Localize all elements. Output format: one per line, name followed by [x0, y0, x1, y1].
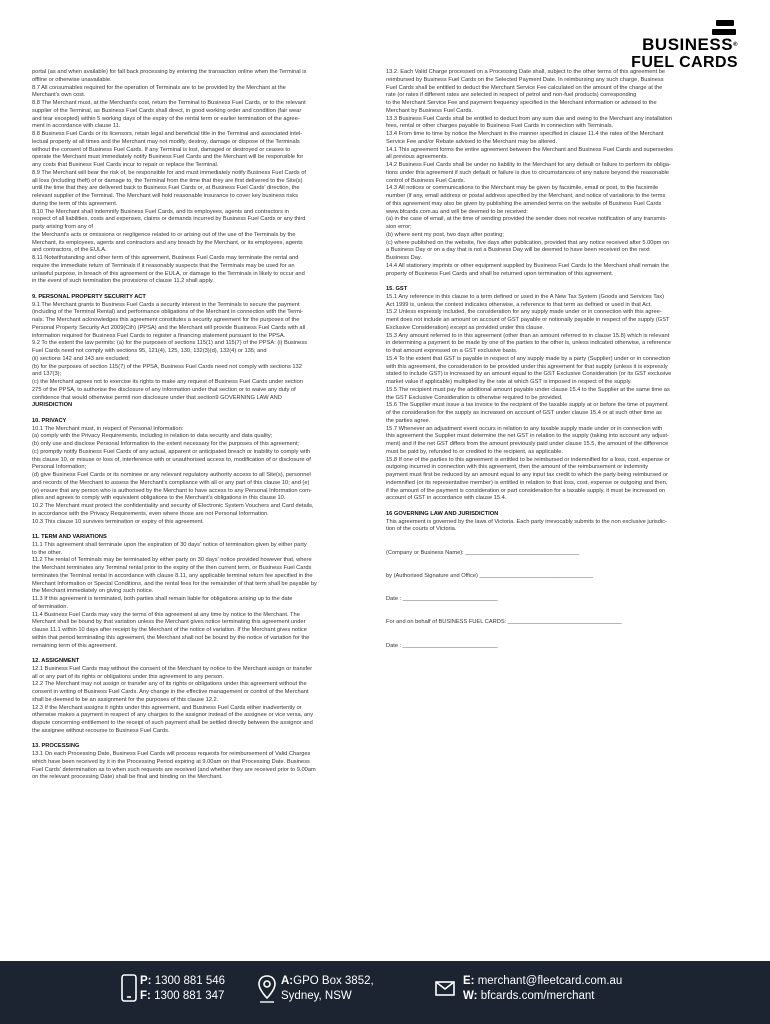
paragraph-gap [386, 557, 736, 565]
clause-line: 15.1 Any reference in this clause to a term defined or used in the A New Tax System (Goods and Services Tax) [386, 293, 664, 300]
clause-line: Act 1999 is, unless the context indicates otherwise, a reference to that term as defined or used in that Act. [386, 301, 652, 308]
clause-line: plies and agrees to comply with equivalent obligations to the Merchant's obligations in this clause 10. [32, 495, 286, 502]
clause-line: Service Fee and/or Rebate advised to the Merchant may be altered. [386, 138, 558, 145]
clause-line: to the other. [32, 549, 63, 556]
clause-line: reimbursed by Business Fuel Cards on the Selected Payment Date. In reimbursing any such charge, Business [386, 76, 664, 83]
clause-line: 8.8 The Merchant must, at the Merchant's cost, return the Terminal to Business Fuel Cards, or to the relevant [32, 100, 306, 106]
clause-line: 14.1 This agreement forms the entire agreement between the Merchant and Business Fuel Cards and supersedes [386, 146, 673, 153]
clause-line: Merchant, its employees, agents and contractors and any breach by the Merchant, or its employees, agents [32, 239, 303, 246]
paragraph-gap [386, 278, 736, 286]
clause-line: and 137(3); [32, 371, 62, 378]
brand-mark-icon [712, 20, 736, 36]
clause-line: the GST Exclusive Consideration is otherwise required to be provided. [386, 394, 563, 401]
clause-line: (c) the Merchant agrees not to exercise its rights to make any request of Business Fuel Cards under section [32, 379, 303, 385]
clause-line: supplier of the Terminal, as Business Fuel Cards shall direct, in good working order and condition (fair wear [32, 107, 302, 114]
clause-line: Date : ______________________________ [386, 642, 498, 649]
clause-line: the Merchant immediately on giving such notice. [32, 588, 154, 595]
clause-line: Fuel Cards need not comply with sections 95, 121(4), 125, 130, 132(3)(d), 132(4) or 135; and [32, 348, 267, 354]
clause-line: sion error; [386, 224, 412, 230]
clause-line: 9.1 The Merchant grants to Business Fuel Cards a security interest in the Terminals to secure the payment [32, 301, 300, 308]
clause-line: Date : ______________________________ [386, 596, 498, 602]
clause-line: 8.10 The Merchant shall indemnify Business Fuel Cards, and its employees, agents and contractors in [32, 208, 289, 215]
clause-line: party arising from any of [32, 224, 94, 230]
clause-line: nals. The Merchant acknowledges this agreement constitutes a security agreement for the purposes of the [32, 317, 300, 323]
clause-line: all previous agreements. [386, 154, 448, 161]
clause-line: number (if any, email address or postal address specified by the Merchant, and notice of variations to the terms [386, 193, 666, 199]
clause-line: 10.1 The Merchant must, in respect of Personal Information: [32, 425, 184, 432]
clause-line: payment must first be reduced by an amount equal to any input tax credit to which the party being reimbursed or [386, 472, 669, 478]
web-label: W: [463, 990, 478, 1002]
clause-line: until the time that they are delivered back to Business Fuel Cards or, at Business Fuel Cards' direction, the [32, 185, 300, 192]
fax-number: 1300 881 347 [154, 990, 225, 1002]
clause-line: the Merchant terminates any Terminal rental prior to the expiry of the then current term, or Business Fuel Cards [32, 565, 312, 571]
clause-line: (c) where published on the website, five days after publication, provided that any notice received after 5.00pm on [386, 239, 670, 246]
clause-line: of the consideration for the supply as increased on account of GST under clause 15.4 or at such other time as [386, 410, 662, 416]
clause-line: Personal Property Security Act 2009(Cth) (PPSA) and the Merchant will provide Business Fuel Cards with all [32, 324, 306, 331]
clause-line: to that amount expressed on a GST exclusive basis. [386, 348, 518, 354]
terms-right-column [386, 69, 736, 650]
clause-line: 13.1 On each Processing Date, Business Fuel Cards will process requests for reimbursement of Valid Charges [32, 751, 311, 757]
clause-line: market value if applicable) multiplied by the rate at which GST is imposed in respect of the supply. [386, 379, 632, 385]
clause-line: This agreement is governed by the laws of Victoria. Each party irrevocably submits to the non exclusive jurisdic- [386, 518, 667, 525]
clause-line: (c) promptly notify Business Fuel Cards of any actual, apparent or anticipated breach or inability to comply with [32, 448, 311, 455]
clause-line: 8.9 The Merchant will bear the risk of, be responsible for and must immediately notify Business Fuel Cards of [32, 169, 306, 176]
clause-line: 8.7 All consumables required for the operation of Terminals are to be provided by the Merchant at the [32, 84, 286, 91]
clause-line: Fuel Cards' determination as to when such requests are received (and whether they are received prior to 9.00am [32, 766, 316, 773]
clause-line: rate (or rates if different rates are selected in respect of petrol and non-fuel products) corresponding [386, 92, 637, 99]
section-heading: 15. GST [386, 286, 408, 292]
clause-line: 15.3 Any amount referred to in this agreement (other than an amount referred to in clause 15.8) which is relevant [386, 332, 670, 339]
clause-line: with this agreement, the consideration to be provided under this agreement for that supply (unless it is expressly [386, 363, 668, 370]
clause-line: this agreement the Supplier must determine the net GST in relation to the supply (taking into account any adjust- [386, 433, 669, 440]
clause-line: 275 of the PPSA, to authorise the disclosure of any information under that section or to waive any duty of [32, 386, 296, 393]
clause-line: lectual property at all times and the Merchant may not modify, destroy, damage or dispose of the Terminals [32, 138, 300, 145]
section-heading: JURISDICTION [32, 402, 73, 409]
clause-line: a Business Day or on a day that is not a Business Day will be deemed to have been received on the next [386, 247, 650, 254]
clause-line: clause 11.1 within 10 days after receipt by the Merchant of the notice of variation. If the Merchant gives notice [32, 627, 307, 633]
clause-line: dispute concerning entitlement to the receipt of such payment shall be settled directly between the assignor and [32, 720, 313, 726]
paragraph-gap [386, 534, 736, 542]
clause-line: 13.3 Business Fuel Cards shall be entitled to deduct from any sum due and owing to the Merchant any installation [386, 115, 673, 122]
paragraph-gap [32, 286, 382, 294]
paragraph-gap [32, 650, 382, 658]
section-heading: 10. PRIVACY [32, 417, 67, 424]
section-heading: 12. ASSIGNMENT [32, 658, 80, 664]
clause-line: the Merchant's acts or omissions or negligence related to or arising out of the use of the Terminals by the [32, 231, 296, 238]
clause-line: ment in accordance with clause 11. [32, 123, 121, 130]
clause-line: all loss (including theft) of or damage to, the Terminal from the time that they are first delivered to the Site(s) [32, 177, 303, 184]
clause-line: 15.5 The recipient must pay the additional amount payable under clause 15.4 to the Supplier at the same time as [386, 386, 670, 393]
brand-subtitle: FUEL CARDS [631, 54, 738, 71]
clause-line: within that period terminating this agreement, the Merchant shall not be bound by the notice of variation for the [32, 634, 310, 641]
clause-line: 15.8 If one of the parties to this agreement is entitled to be reimbursed or indemnified for a loss, cost, expense or [386, 456, 670, 463]
clause-line: outgoing incurred in connection with this agreement, then the amount of the reimbursement or indemnity [386, 464, 649, 471]
clause-line: any costs that Business Fuel Cards incur to repair or replace the Terminal. [32, 162, 219, 168]
clause-line: 15.4 To the extent that GST is payable in respect of any supply made by a party (Supplier) under or in connection [386, 355, 671, 362]
brand-name: BUSINESS® [642, 35, 738, 54]
clause-line: (a) comply with the Privacy Requirements, including in relation to data security and data quality; [32, 433, 273, 440]
contact-footer [0, 961, 770, 1024]
clause-line: 14.2 Business Fuel Cards shall be under no liability to the Merchant for any default or failure to perform its obliga- [386, 162, 671, 168]
clause-line: and tear excepted) within 5 working days of the expiry of the rental term or earlier termination of the agree- [32, 115, 300, 122]
paragraph-gap [32, 410, 382, 418]
address-line-1: GPO Box 3852, [293, 975, 374, 987]
paragraph-gap [386, 635, 736, 643]
clause-line: and records of the Merchant to assess the Merchant's compliance with all or any part of this clause 10; and (e) [32, 479, 310, 486]
clause-line: 11.3 If this agreement is terminated, both parties shall remain liable for obligations arising up to the date [32, 596, 293, 602]
terms-left-column [32, 69, 382, 782]
clause-line: otherwise makes a payment in respect of any charges to the assignor instead of the assignee or vice versa, any [32, 712, 314, 719]
paragraph-gap [32, 736, 382, 744]
email-link[interactable]: merchant@fleetcard.com.au [477, 975, 623, 987]
address-label: A: [281, 975, 294, 987]
clause-line: 11.2 The rental of Terminals may be terminated by either party on 30 days' notice provided however that, where [32, 557, 312, 564]
section-heading: 9. PERSONAL PROPERTY SECURITY ACT [32, 293, 146, 300]
clause-line: Exclusive Consideration) except as provided under this clause. [386, 324, 545, 331]
clause-line: which have been received by it in the Processing Period expiring at 9.00am on that Processing Date. Business [32, 758, 310, 765]
section-heading: 13. PROCESSING [32, 743, 80, 750]
clause-line: 11.1 This agreement shall terminate upon the expiration of 30 days' notice of termination given by either party [32, 541, 307, 548]
paragraph-gap [386, 503, 736, 511]
clause-line: of termination. [32, 603, 69, 610]
clause-line: 13.2. Each Valid Charge processed on a Processing Date shall, subject to the other terms of this agreement be [386, 69, 666, 75]
clause-line: control of Business Fuel Cards. [386, 177, 466, 184]
clause-line: (b) where sent my post, two days after posting; [386, 231, 504, 238]
clause-line: during the term of this agreement. [32, 200, 118, 207]
clause-line: ment does not include an amount on account of GST payable or notionally payable in respect of the supply (GST [386, 317, 670, 323]
clause-line: indemnified (or its representative member) is entitled in relation to that loss, cost, expense or outgoing and then, [386, 479, 668, 486]
clause-line: 8.8 Business Fuel Cards or its licensors, retain legal and beneficial title in the Terminal and associated intel- [32, 131, 303, 137]
clause-line: tion of the courts of Victoria. [386, 526, 457, 533]
clause-line: Merchant shall be bound by that variation unless the Merchant gives notice terminating this agreement under [32, 619, 306, 626]
email-web-block [463, 974, 622, 1004]
section-heading: 16 GOVERNING LAW AND JURISDICTION [386, 510, 499, 517]
clause-line: unlawful purpose, in breach of this agreement or the EULA, or damage to the Terminals in likely to occur and [32, 270, 305, 277]
clause-line: For and on behalf of BUSINESS FUEL CARDS: ____________________________________ [386, 619, 622, 626]
clause-line: by (Authorised Signature and Office) ____________________________________ [386, 572, 594, 579]
clause-line: 14.3 All notices or communications to the Merchant may be given by facsimile, email or post, to the facsimile [386, 185, 659, 192]
clause-line: offline or otherwise unavailable. [32, 76, 112, 83]
clause-line: (a) in the case of email, at the time of sending provided the sender does not receive notification of any transmis- [386, 216, 668, 223]
phone-icon [118, 972, 140, 1006]
clause-line: (Company or Business Name): ____________________________________ [386, 549, 580, 556]
fax-label: F: [140, 990, 151, 1002]
paragraph-gap [32, 526, 382, 534]
paragraph-gap [386, 588, 736, 596]
address-line-2: Sydney, NSW [281, 990, 352, 1002]
clause-line: require the immediate return of Terminals if it reasonably suspects that the Terminals may be used for an [32, 262, 295, 269]
clause-line: confidence that would otherwise permit non disclosure under that section9 GOVERNING LAW AND [32, 394, 282, 401]
paragraph-gap [386, 627, 736, 635]
clause-line: operate the Merchant must immediately notify Business Fuel Cards and the Merchant will be responsible for [32, 154, 304, 161]
location-pin-icon [256, 972, 278, 1006]
clause-line: respect of all liabilities, costs and expenses, claims or demands incurred by Business Fuel Cards or any third [32, 216, 306, 223]
clause-line: if the amount of the payment is consideration or part consideration for a taxable supply, it must be increased on [386, 487, 666, 494]
section-heading: 11. TERM AND VARIATIONS [32, 534, 107, 540]
clause-line: 12.1 Business Fuel Cards may without the consent of the Merchant by notice to the Merchant assign or transfer [32, 665, 313, 672]
clause-line: 9.2 To the extent the law permits: (a) for the purposes of sections 115(1) and 115(7) of the PPSA: (i) Business [32, 340, 308, 347]
clause-line: all or any part of its rights or obligations under this agreement to any person. [32, 673, 224, 680]
clause-line: ment) and if the net GST differs from the amount previously paid under clause 15.5, the amount of the difference [386, 441, 669, 447]
clause-line: property of Business Fuel Cards and shall be returned upon termination of this agreement. [386, 270, 614, 277]
clause-line: 10.3 This clause 10 survives termination or expiry of this agreement. [32, 518, 204, 525]
clause-line: this clause 10, or misuse or loss of, interference with or unauthorised access to, modification of or disclosure of [32, 456, 311, 463]
phone-label: P: [140, 975, 152, 987]
clause-line: 14.4 All stationery imprints or other equipment supplied by Business Fuel Cards to the Merchant shall remain the [386, 262, 669, 269]
clause-line: (b) for the purposes of section 115(7) of the PPSA, Business Fuel Cards need not comply with sections 132 [32, 363, 302, 370]
registered-mark: ® [733, 42, 738, 48]
clause-line: relevant supplier of the Terminal. The Merchant will hold reasonable insurance to cover key business risks [32, 193, 298, 199]
clause-line: consent in writing of Business Fuel Cards. Any change in the effective management or control of the Merchant [32, 689, 309, 695]
clause-line: to the Merchant Service Fee and payment frequency specified in the Merchant information or advised to the [386, 100, 657, 106]
clause-line: (including of the Terminal Rental) and performance obligations of the Merchant in connection with the Termi- [32, 309, 304, 316]
address-block [281, 974, 374, 1004]
clause-line: 15.2 Unless expressly included, the consideration for any supply made under or in connection with this agree- [386, 309, 662, 316]
paragraph-gap [386, 604, 736, 612]
clause-line: must be paid by, refunded to or credited to the recipient, as applicable. [386, 448, 563, 455]
clause-line: terminates the Terminal rental in accordance with clause 8.11, any applicable terminal return fee specified in the [32, 572, 313, 579]
clause-line: tions under this agreement if such default or failure is due to circumstances of any nature beyond the reasonable [386, 169, 669, 176]
clause-line: (ii) sections 142 and 143 are excluded; [32, 355, 130, 362]
clause-line: www.bfcards.com.au and will be deemed to be received: [386, 208, 528, 215]
paragraph-gap [386, 612, 736, 620]
clause-line: Business Day. [386, 255, 422, 261]
email-label: E: [463, 975, 475, 987]
clause-line: fees, rental or other charges payable to Business Fuel Cards in connection with Terminals. [386, 123, 614, 130]
brand-logo [612, 20, 738, 72]
email-icon [434, 972, 456, 1006]
clause-line: Fuel Cards shall be entitled to deduct the Merchant Service Fee calculated on the amount of the charge at the [386, 84, 663, 91]
clause-line: the parties agree. [386, 417, 431, 424]
clause-line: of this agreement may also be given by publishing the amended terms on the website of Business Fuel Cards [386, 200, 662, 207]
clause-line: Personal Information; [32, 464, 87, 471]
phone-fax-block [140, 974, 225, 1004]
clause-line: shall be deemed to be an assignment for the purposes of this clause 12.2. [32, 696, 219, 703]
clause-line: 12.3 If the Merchant assigns it rights under this agreement, and Business Fuel Cards either inadvertently or [32, 704, 302, 711]
clause-line: in determining a payment to be made by one of the parties to the other is, unless indicated otherwise, a reference [386, 340, 671, 347]
clause-line: account of GST in accordance with clause 15.4. [386, 495, 507, 502]
clause-line: 15.7 Whenever an adjustment event occurs in relation to any taxable supply made under or in connection with [386, 425, 663, 432]
clause-line: 15.6 The Supplier must issue a tax invoice to the recipient of the taxable supply at or before the time of payment [386, 402, 668, 409]
clause-line: in the event of such termination the provisions of clause 11.2 shall apply. [32, 278, 214, 285]
clause-line: the assignee without recourse to Business Fuel Cards. [32, 727, 170, 734]
clause-line: Merchant Information or Special Conditions, and the rental fees for the remainder of that term shall be payable by [32, 580, 317, 587]
clause-line: stated to include GST) is increased by an amount equal to the GST Exclusive Consideration (or its GST exclusive [386, 371, 672, 378]
clause-line: 12.2 The Merchant may not assign or transfer any of its rights or obligations under this agreement without the [32, 681, 307, 688]
clause-line: portal (as and when available) for fall back processing by entering the transaction online when the Terminal is [32, 69, 307, 75]
clause-line: Merchant by Business Fuel Cards. [386, 107, 473, 114]
clause-line: 8.11 Notwithstanding and other term of this agreement, Business Fuel Cards may terminate the rental and [32, 255, 299, 261]
clause-line: in accordance with the Privacy Requirements, even where those are not Personal Information. [32, 510, 269, 517]
clause-line: (e) ensure that any person who is authorised by the Merchant to have access to any Personal Information com- [32, 487, 312, 494]
clause-line: 13.4 From time to time by notice the Merchant in the manner specified in clause 11.4 the rates of the Merchant [386, 131, 664, 137]
paragraph-gap [386, 565, 736, 573]
website-link[interactable]: bfcards.com/merchant [480, 990, 595, 1002]
paragraph-gap [386, 581, 736, 589]
clause-line: information required for Business Fuel Cards to register a financing statement pursuant to the PPSA. [32, 332, 286, 339]
clause-line: (b) only use and disclose Personal Information to the extent necessary for the purposes of this agreement; [32, 441, 300, 447]
clause-line: Merchant's own cost. [32, 92, 86, 99]
paragraph-gap [386, 542, 736, 550]
clause-line: on the relevant processing Date) shall be final and binding on the Merchant. [32, 774, 223, 781]
clause-line: without the consent of Business Fuel Cards. If any Terminal is lost, damaged or destroyed or ceases to [32, 146, 291, 153]
phone-number[interactable]: 1300 881 546 [154, 975, 226, 987]
clause-line: 10.2 The Merchant must protect the confidentiality and security of Electronic System Vouchers and Card details, [32, 503, 314, 509]
clause-line: (d) give Business Fuel Cards or its nominee or any relevant regulatory authority access to all Site(s), personnel [32, 472, 311, 478]
clause-line: and contractors, of the EULA. [32, 247, 107, 254]
clause-line: 11.4 Business Fuel Cards may vary the terms of this agreement at any time by notice to the Merchant. The [32, 611, 300, 618]
clause-line: remaining term of this agreement. [32, 642, 118, 649]
